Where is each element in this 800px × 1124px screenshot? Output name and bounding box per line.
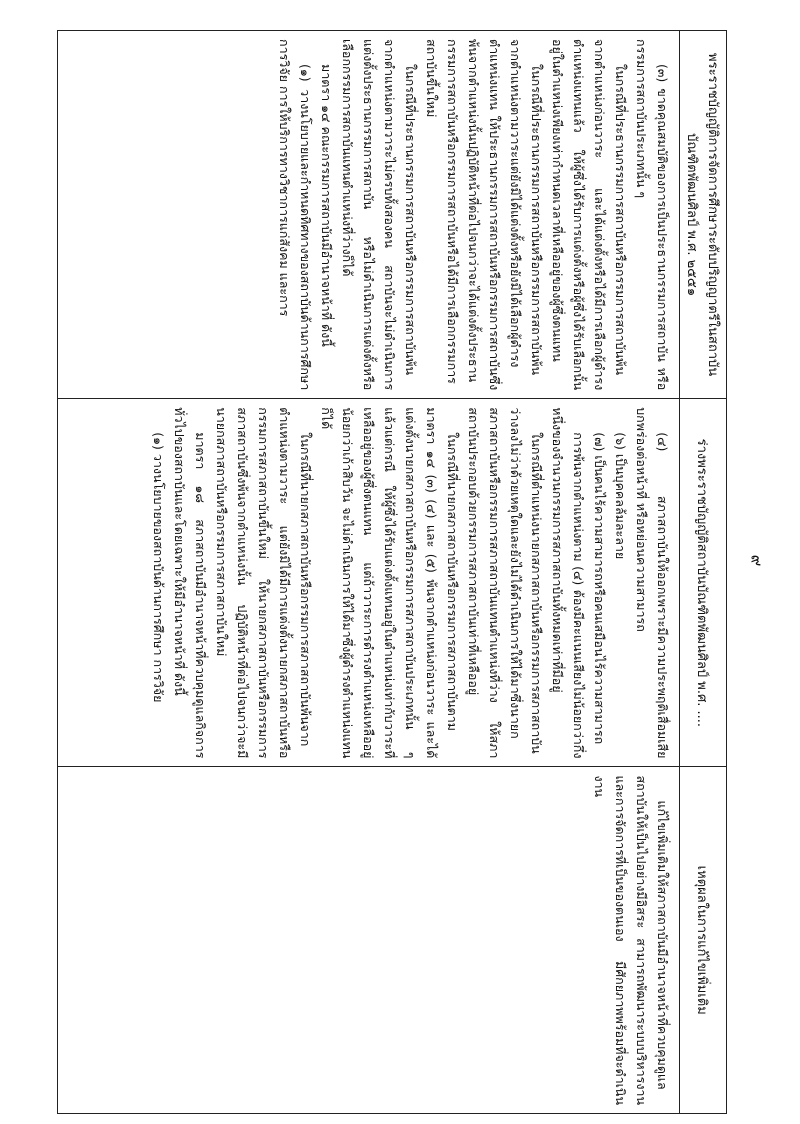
current-act-cell [58,31,680,399]
draft-paragraph: (๗) เป็นคนไร้ความสามารถหรือคนเสมือนไร้ความสามารถ [592,432,607,745]
table-body-row [58,31,680,1114]
current-paragraph: ในกรณีที่ประธานกรรมการสถาบันหรือกรรมการสถาบันพ้นจากตำแหน่งตามวาระไม่ครบทั้งสองคน สถาบันจะไม่ดำเนินการแต่งตั้งประธานกรรมการสถาบัน หรือไม่ดำเนินการแต่งตั้งหรือเลือกกรรมการสถาบันแทนตำแหน่งที่ว่างก็ได้ [340,39,418,391]
table-header-row [680,31,727,1114]
page-number: ๙ [747,554,767,567]
draft-paragraph: ในกรณีที่นายกสภาสถาบันหรือกรรมการสภาสถาบันตามมาตรา ๑๔ (๓) (๔) และ (๕) พ้นจากตำแหน่งก่อนวาระ และได้แต่งตั้งนายกสภาสถาบันหรือกรรมการสภาสถาบันประเภทนั้น ๆ แล้วแต่กรณี ให้ผู้ซึ่งได้รับแต่งตั้งแทนอยู่ในตำแหน่งเท่ากับวาระที่เหลืออยู่ของผู้ซึ่งตนแทน แต่ถ้าวาระการดำรงตำแหน่งเหลืออยู่น้อยกว่าเก้าสิบวัน จะไม่ดำเนินการให้ได้มาซึ่งผู้ดำรงตำแหน่งแทนก็ได้ [319,407,460,759]
current-section-heading: มาตรา ๑๔ คณะกรรมการสถาบันมีอำนาจหน้าที่ ดังนี้ [319,64,334,347]
comparison-document [57,30,727,1114]
reason-paragraph: แก้ไขเพิ่มเติมให้สภาสถาบันมีอำนาจหน้าที่ควบคุมดูแลสถาบันให้เป็นไปอย่างมีอิสระ สามารถพัฒนาระบบบริหารงานและการจัดการที่เป็นของตนเอง มีศักยภาพพร้อมที่จะดำเนินงาน [592,775,670,1105]
draft-paragraph: ในกรณีที่นายกสภาสถาบันหรือกรรมการสภาสถาบันพ้นจากตำแหน่งตามวาระ แต่ยังมิได้มีการแต่งตั้งนายกสภาสถาบันหรือกรรมการสภาสถาบันขึ้นใหม่ ให้นายกสภาสถาบันหรือกรรมการสภาสถาบันซึ่งพ้นจากตำแหน่งนั้น ปฏิบัติหน้าที่ต่อไปจนกว่าจะมีนายกสภาสถาบันหรือกรรมการสภาสถาบันใหม่ [214,407,313,759]
draft-section-heading: มาตรา ๑๘ สภาสถาบันมีอำนาจหน้าที่ควบคุมดูแลกิจการทั่วไปของสถาบันและโดยเฉพาะให้มีอำนาจหน้าที่ ดังนี้ [172,407,208,759]
header-reasons: เหตุผลในการแก้ไขเพิ่มเติม [680,767,727,1114]
draft-paragraph: ในกรณีที่ตำแหน่งนายกสภาสถาบันหรือกรรมการสภาสถาบันว่างลงไม่ว่าด้วยเหตุใดและยังไม่ได้ดำเนินการให้ได้มาซึ่งนายกสภาสถาบันหรือกรรมการสภาสถาบันแทนตำแหน่งที่ว่าง ให้สภาสถาบันประกอบด้วยกรรมการสภาสถาบันเท่าที่เหลืออยู่ [466,407,544,759]
draft-paragraph: (๑) วางนโยบายของสถาบันด้านการศึกษา การวิจัย [151,432,166,703]
current-paragraph: ในกรณีที่ประธานกรรมการสถาบันหรือกรรมการสถาบันพ้นจากตำแหน่งตามวาระแต่ยังมิได้แต่งตั้งหรือยังมิได้เลือกผู้ดำรงตำแหน่งแทน ให้ประธานกรรมการสถาบันหรือกรรมการสถาบันซึ่งพ้นจากตำแหน่งนั้นปฏิบัติหน้าที่ต่อไปจนกว่าจะได้แต่งตั้งประธานกรรมการสถาบันหรือกรรมการสถาบันหรือได้มีการเลือกกรรมการสถาบันขึ้นใหม่ [424,39,544,391]
current-paragraph: (๑) วางนโยบายและกำหนดทิศทางของสถาบันด้านการศึกษา การวิจัย การให้บริการทางวิชาการแก่สังคม และการ [277,39,313,391]
header-draft-act: ร่างพระราชบัญญัติสถาบันบัณฑิตพัฒนศิลป์ พ.ศ. .... [680,399,727,767]
current-paragraph: ในกรณีที่ประธานกรรมการสถาบันหรือกรรมการสถาบันพ้นจากตำแหน่งก่อนวาระ และได้แต่งตั้งหรือได้มีการเลือกผู้ดำรงตำแหน่งแทนแล้ว ให้ผู้ซึ่งได้รับการแต่งตั้งหรือผู้ซึ่งได้รับเลือกนั้นอยู่ในตำแหน่งเพียงเท่ากำหนดเวลาที่เหลืออยู่ของผู้ซึ่งตนแทน [550,39,628,391]
draft-paragraph: (๖) เป็นบุคคลล้มละลาย [613,432,628,560]
draft-act-cell [58,399,680,767]
current-paragraph: (๓) ขาดคุณสมบัติของการเป็นประธานกรรมการสถาบัน หรือกรรมการสถาบันประเภทนั้น ๆ [634,39,670,391]
draft-paragraph: (๔) สภาสถาบันให้ออกเพราะมีความประพฤติเสื่อมเสีย บกพร่องต่อหน้าที่ หรือหย่อนความสามารถ [634,407,670,759]
comparison-table [57,30,727,1114]
header-current-act: พระราชบัญญัติการจัดการศึกษาระดับปริญญาตรีในสถาบันบัณฑิตพัฒนศิลป์ พ.ศ. ๒๕๕๑ [680,31,727,399]
reasons-cell [58,767,680,1114]
draft-paragraph: การพ้นจากตำแหน่งตาม (๔) ต้องมีคะแนนเสียงไม่น้อยกว่ากึ่งหนึ่งของจำนวนกรรมการสภาสถาบันทั้งหมดเท่าที่มีอยู่ [550,407,586,759]
